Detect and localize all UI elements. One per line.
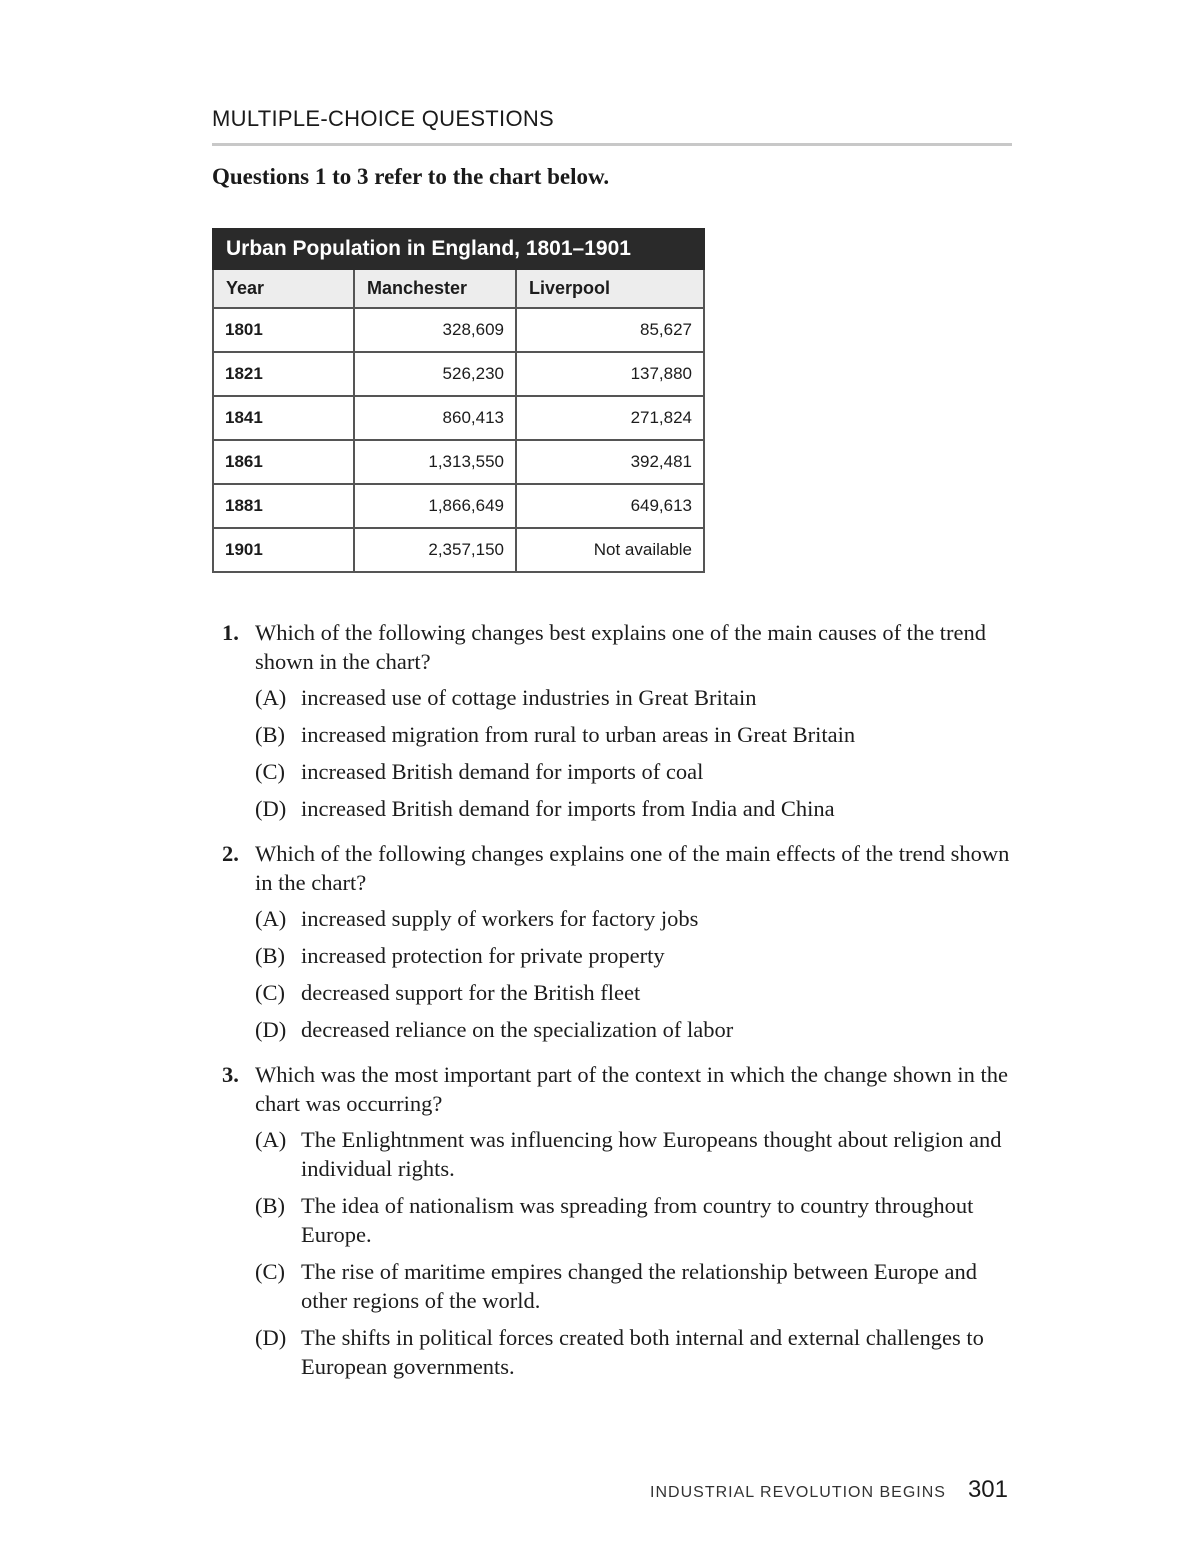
choice-text: The Enlightnment was influencing how Europeans thought about religion and individual rights. (301, 1127, 1002, 1181)
table-row (213, 484, 704, 528)
year-cell: 1881 (213, 484, 354, 528)
questions-list (222, 618, 1022, 1397)
choice-text: increased supply of workers for factory jobs (301, 906, 699, 931)
answer-choices (255, 683, 1022, 823)
liverpool-cell: 271,824 (516, 396, 704, 440)
choice-letter: (D) (255, 796, 287, 821)
choice-letter: (B) (255, 1193, 285, 1218)
answer-choice (255, 757, 1022, 786)
heading-rule (212, 143, 1012, 146)
choice-letter: (C) (255, 980, 285, 1005)
answer-choice (255, 794, 1022, 823)
choice-text: increased British demand for imports of coal (301, 759, 704, 784)
answer-choice (255, 978, 1022, 1007)
choice-text: The idea of nationalism was spreading from country to country throughout Europe. (301, 1193, 974, 1247)
year-cell: 1901 (213, 528, 354, 572)
question-3 (222, 1060, 1022, 1381)
choice-text: increased migration from rural to urban areas in Great Britain (301, 722, 856, 747)
choice-text: decreased support for the British fleet (301, 980, 641, 1005)
table-row (213, 308, 704, 352)
page-footer (650, 1476, 1008, 1504)
liverpool-cell: 392,481 (516, 440, 704, 484)
question-2 (222, 839, 1022, 1044)
table-row (213, 528, 704, 572)
manchester-cell: 1,866,649 (354, 484, 516, 528)
answer-choice (255, 1323, 1022, 1381)
question-stem: Which of the following changes best explains one of the main causes of the trend shown in the chart? (255, 620, 987, 674)
liverpool-cell: Not available (516, 528, 704, 572)
question-1 (222, 618, 1022, 823)
population-table (212, 228, 705, 573)
answer-choice (255, 720, 1022, 749)
choice-letter: (A) (255, 906, 287, 931)
answer-choice (255, 1257, 1022, 1315)
choice-text: The rise of maritime empires changed the relationship between Europe and other regions of the world. (301, 1259, 977, 1313)
choice-letter: (C) (255, 759, 285, 784)
page-number: 301 (967, 1476, 1008, 1503)
question-number: 1. (222, 620, 239, 645)
table-row (213, 440, 704, 484)
choice-text: The shifts in political forces created both internal and external challenges to European governments. (301, 1325, 984, 1379)
section-heading: MULTIPLE-CHOICE QUESTIONS (212, 106, 555, 131)
choice-letter: (A) (255, 1127, 287, 1152)
question-stem: Which of the following changes explains one of the main effects of the trend shown in the chart? (255, 841, 1010, 895)
column-header-liverpool: Liverpool (516, 269, 704, 308)
choice-letter: (B) (255, 722, 285, 747)
choice-letter: (B) (255, 943, 285, 968)
manchester-cell: 1,313,550 (354, 440, 516, 484)
column-header-year: Year (213, 269, 354, 308)
table-row (213, 396, 704, 440)
choice-letter: (A) (255, 685, 287, 710)
manchester-cell: 328,609 (354, 308, 516, 352)
choice-letter: (D) (255, 1325, 287, 1350)
year-cell: 1801 (213, 308, 354, 352)
questions-intro: Questions 1 to 3 refer to the chart below. (212, 164, 610, 189)
answer-choice (255, 1015, 1022, 1044)
choice-text: increased protection for private property (301, 943, 665, 968)
manchester-cell: 526,230 (354, 352, 516, 396)
year-cell: 1841 (213, 396, 354, 440)
choice-text: decreased reliance on the specialization of labor (301, 1017, 734, 1042)
answer-choice (255, 904, 1022, 933)
question-number: 3. (222, 1062, 239, 1087)
table-title: Urban Population in England, 1801–1901 (213, 229, 704, 269)
answer-choice (255, 683, 1022, 712)
liverpool-cell: 649,613 (516, 484, 704, 528)
table-row (213, 352, 704, 396)
choice-text: increased use of cottage industries in Great Britain (301, 685, 757, 710)
choice-letter: (C) (255, 1259, 285, 1284)
question-stem: Which was the most important part of the context in which the change shown in the chart was occurring? (255, 1062, 1008, 1116)
answer-choice (255, 1191, 1022, 1249)
answer-choice (255, 941, 1022, 970)
question-number: 2. (222, 841, 239, 866)
choice-letter: (D) (255, 1017, 287, 1042)
chapter-title: INDUSTRIAL REVOLUTION BEGINS (650, 1484, 946, 1501)
answer-choices (255, 1125, 1022, 1381)
column-header-manchester: Manchester (354, 269, 516, 308)
answer-choice (255, 1125, 1022, 1183)
year-cell: 1821 (213, 352, 354, 396)
manchester-cell: 2,357,150 (354, 528, 516, 572)
liverpool-cell: 137,880 (516, 352, 704, 396)
liverpool-cell: 85,627 (516, 308, 704, 352)
manchester-cell: 860,413 (354, 396, 516, 440)
choice-text: increased British demand for imports from India and China (301, 796, 835, 821)
year-cell: 1861 (213, 440, 354, 484)
answer-choices (255, 904, 1022, 1044)
